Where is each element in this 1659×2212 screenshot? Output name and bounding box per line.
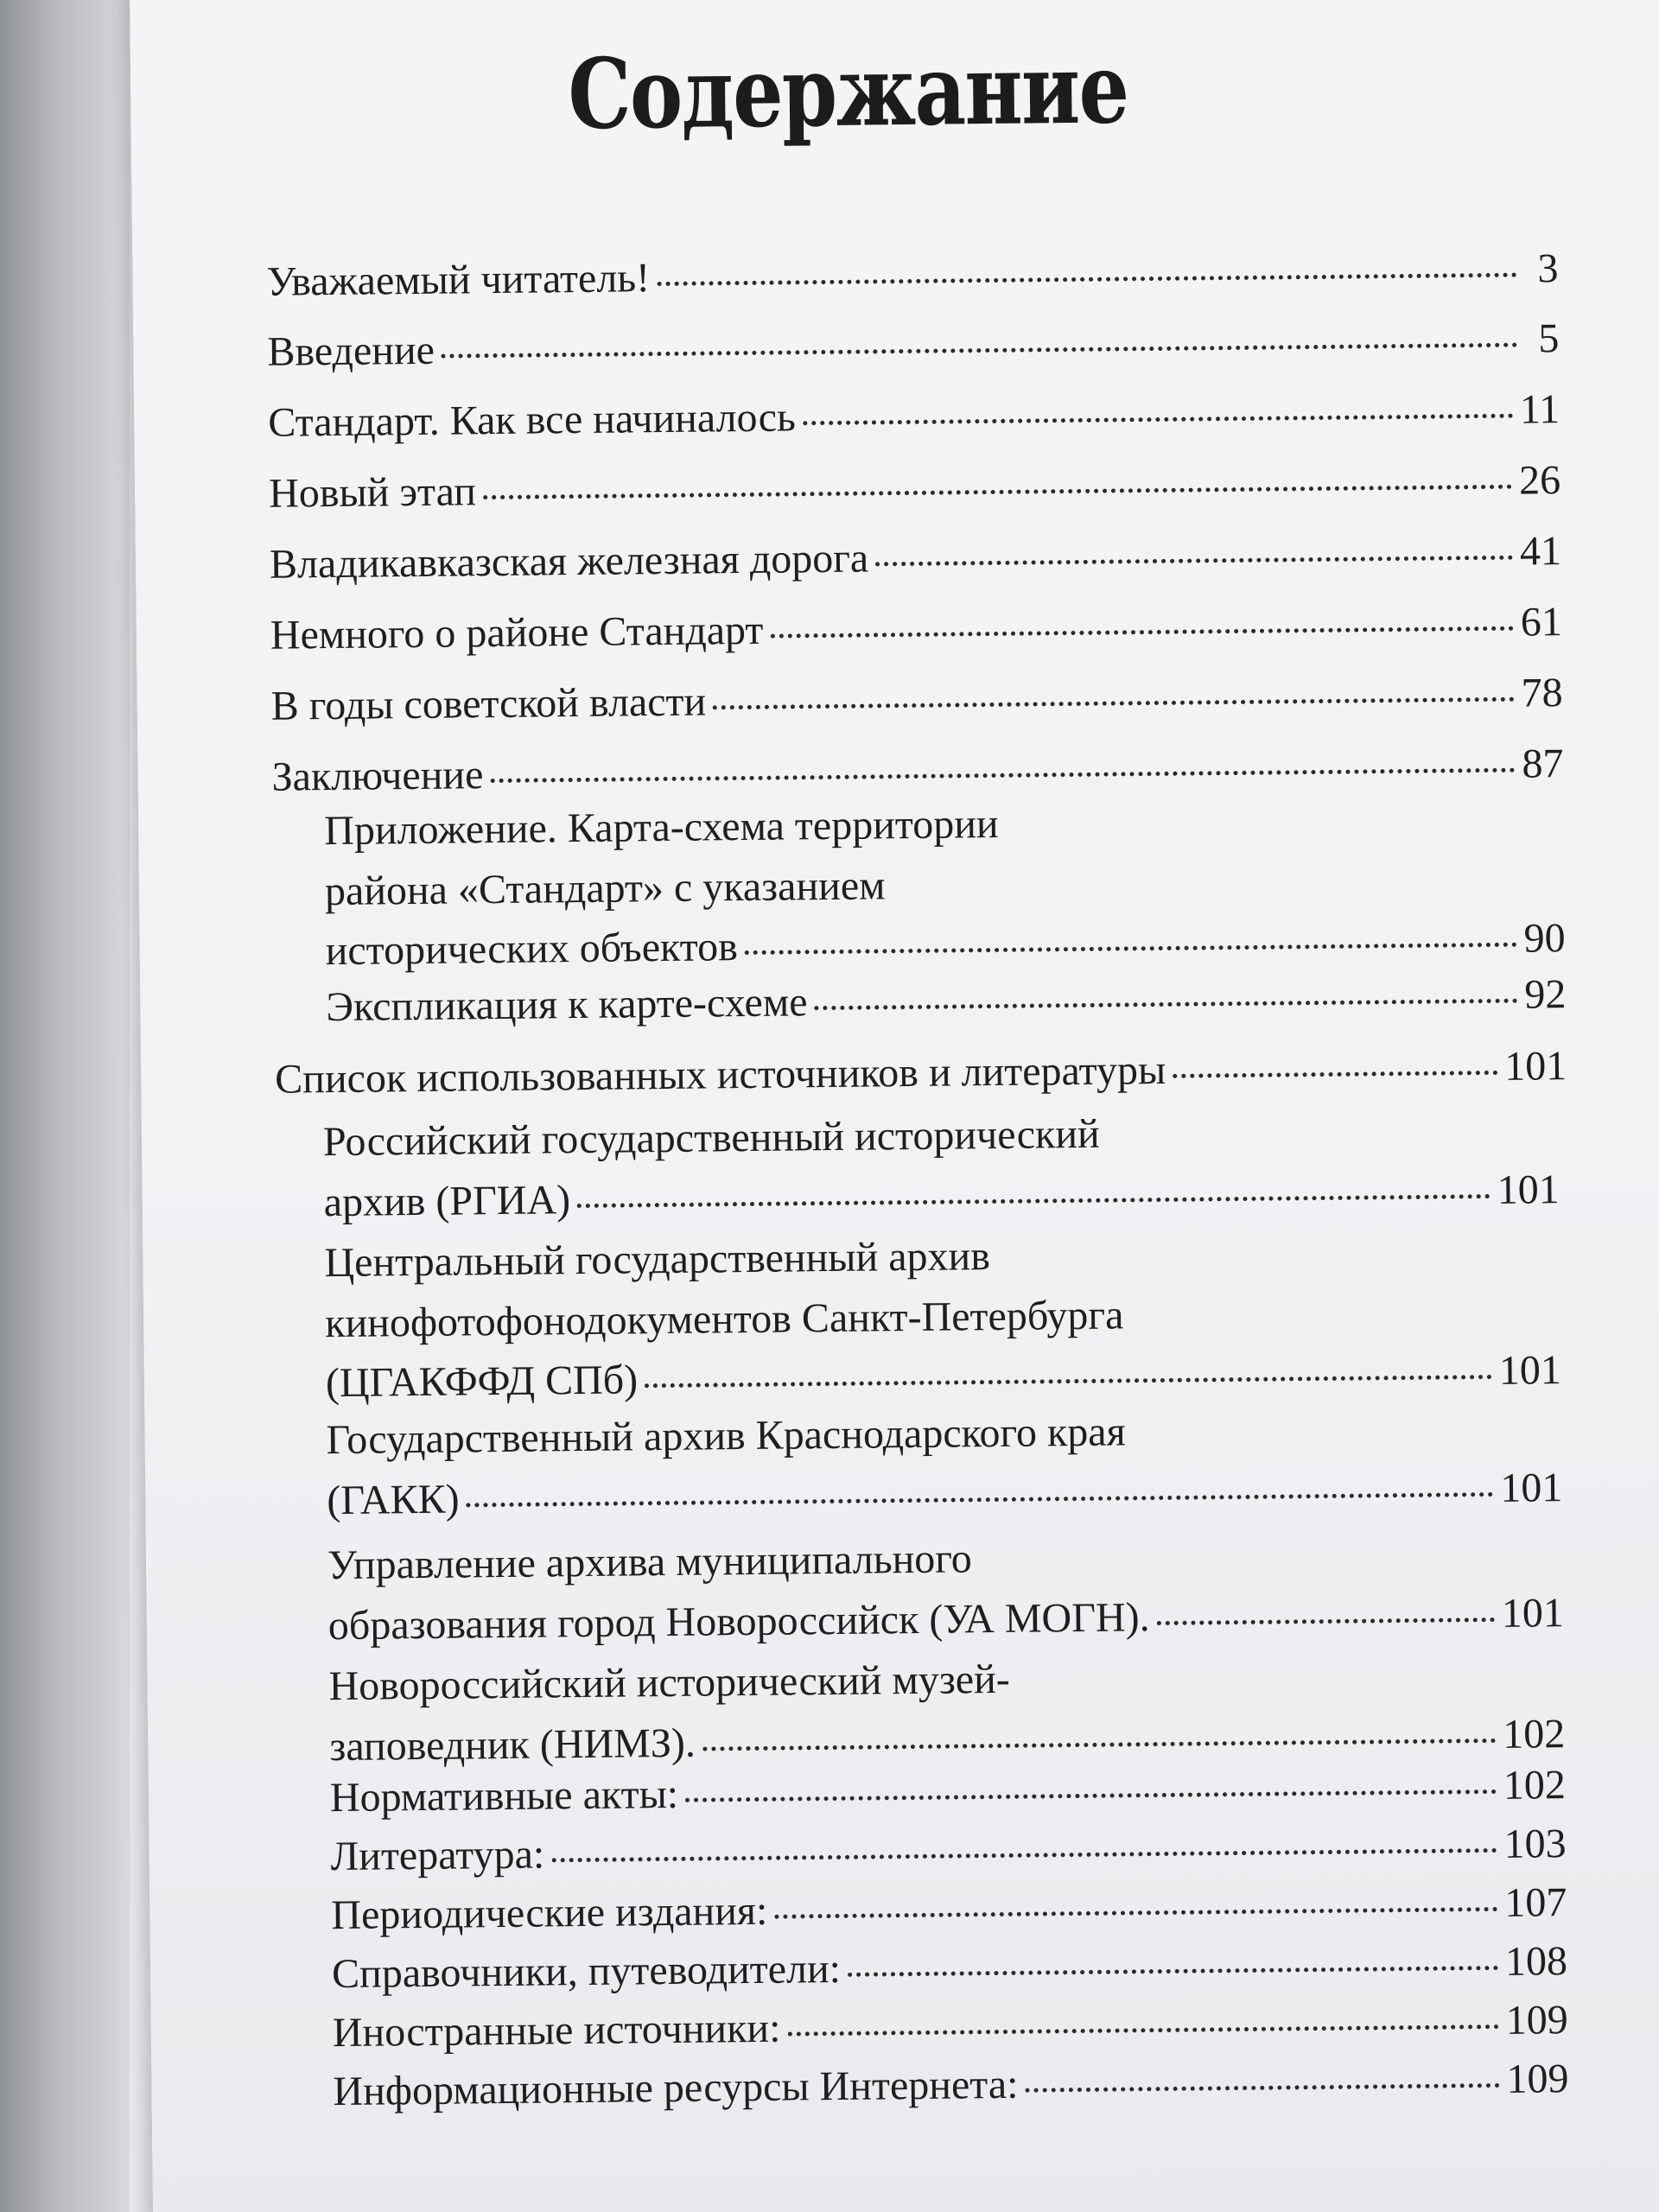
toc-entry-title: Иностранные источники: [332,2005,781,2056]
toc-entry-line: архив (РГИА) [323,1176,571,1225]
dot-leader [702,1738,1496,1751]
toc-entry-line: Управление архива муниципального [327,1535,973,1589]
toc-page-number: 101 [1501,1589,1565,1637]
toc-entry-line: кинофотофонодокументов Санкт-Петербурга [324,1292,1124,1346]
toc-entry-line: исторических объектов [325,924,738,975]
toc-entry-title: Заключение [271,752,484,800]
toc-entry-title: Нормативные акты: [329,1770,679,1821]
toc-entry-title: В годы советской власти [270,678,707,729]
dot-leader [848,1966,1498,1977]
dot-leader [1173,1071,1497,1078]
toc-page-number: 103 [1503,1821,1567,1867]
table-of-contents [130,0,1659,2212]
toc-entry-line: (ГАКК) [327,1476,460,1523]
toc-entry-line: Центральный государственный архив [324,1233,991,1287]
dot-leader [645,1375,1492,1388]
dot-leader [577,1194,1491,1208]
toc-page-number: 109 [1506,2056,1569,2102]
toc-entry [323,1099,1560,1232]
toc-entry-title: Новый этап [268,468,477,517]
toc-entry [270,601,1562,657]
toc-entry [268,457,1561,517]
toc-page-number: 101 [1503,1043,1567,1090]
toc-entry-line: района «Стандарт» с указанием [324,861,886,914]
dot-leader [774,1907,1497,1919]
toc-entry-line: Новороссийский исторический музей- [328,1656,1011,1710]
toc-page-number: 108 [1504,1938,1568,1985]
toc-entry [330,1764,1566,1819]
toc-entry-line: (ЦГАКФФД СПб) [325,1357,639,1407]
toc-page-number: 26 [1518,457,1561,504]
dot-leader [803,414,1513,426]
toc-entry-line: образования город Новороссийск (УА МОГН). [327,1593,1150,1649]
toc-page-number: 3 [1537,245,1559,292]
toc-entry [274,1043,1567,1103]
toc-entry-title: Список использованных источников и литературы [274,1046,1166,1103]
toc-page-number: 102 [1503,1762,1567,1808]
dot-leader [483,485,1512,499]
dot-leader [745,943,1517,955]
toc-entry-title: Периодические издания: [331,1887,768,1939]
toc-entry-line: Российский государственный исторический [322,1110,1100,1166]
toc-entry [266,245,1559,305]
toc-entry-title: Владикавказская железная дорога [269,535,869,588]
dot-leader [1157,1618,1495,1625]
dot-leader [875,556,1513,567]
toc-entry [331,1879,1567,1939]
toc-page-number: 92 [1524,971,1567,1018]
toc-entry-title: Информационные ресурсы Интернета: [333,2061,1019,2115]
toc-entry [324,1220,1561,1414]
toc-entry [328,1643,1565,1777]
toc-entry-title: Немного о районе Стандарт [270,607,764,658]
dot-leader [1025,2083,1499,2093]
toc-page-number: 78 [1521,670,1563,716]
toc-entry [333,2058,1568,2113]
toc-entry [324,788,1566,982]
toc-entry-title: Стандарт. Как все начиналось [268,394,797,446]
toc-page-number: 87 [1522,741,1564,787]
toc-page-number: 11 [1519,386,1560,433]
toc-entry [326,971,1567,1031]
toc-entry [270,672,1562,728]
dot-leader [551,1848,1497,1862]
toc-entry [268,386,1560,446]
dot-leader [685,1789,1497,1802]
toc-entry [331,1938,1568,1998]
toc-entry-title: Литература: [330,1831,545,1880]
toc-entry-title: Справочники, путеводители: [331,1945,842,1998]
dot-leader [442,343,1517,359]
dot-leader [787,2024,1498,2037]
toc-page-number: 61 [1520,599,1563,645]
toc-page-number: 102 [1502,1710,1566,1758]
toc-entry-title: Уважаемый читатель! [266,255,651,305]
toc-entry [330,1823,1566,1878]
toc-entry [327,1522,1564,1656]
page-title: Содержание [567,32,1128,152]
toc-page-number: 101 [1498,1347,1562,1395]
toc-entry [333,1999,1568,2054]
left-page-edge [0,0,130,2212]
toc-entry-line: Государственный архив Краснодарского края [326,1408,1126,1464]
toc-page-number: 109 [1505,1997,1569,2044]
dot-leader [815,999,1518,1011]
toc-entry-line: заповедник (НИМЗ). [329,1719,696,1770]
dot-leader [490,768,1515,783]
toc-entry [326,1397,1562,1530]
dot-leader [713,697,1515,710]
toc-entry [267,315,1560,375]
toc-entry [269,528,1562,588]
toc-page-number: 41 [1519,528,1562,575]
toc-page-number: 107 [1504,1879,1567,1926]
dot-leader [770,626,1513,639]
toc-entry-line: Приложение. Карта-схема территории [323,800,999,855]
toc-page-number: 5 [1538,315,1560,362]
toc-page-number: 90 [1523,915,1566,962]
dot-leader [467,1492,1494,1507]
toc-entry-title: Введение [267,327,435,375]
toc-page-number: 101 [1500,1464,1563,1511]
book-page [130,0,1659,2212]
toc-entry-title: Экспликация к карте-схеме [326,979,808,1031]
toc-page-number: 101 [1497,1166,1560,1213]
dot-leader [657,273,1516,286]
